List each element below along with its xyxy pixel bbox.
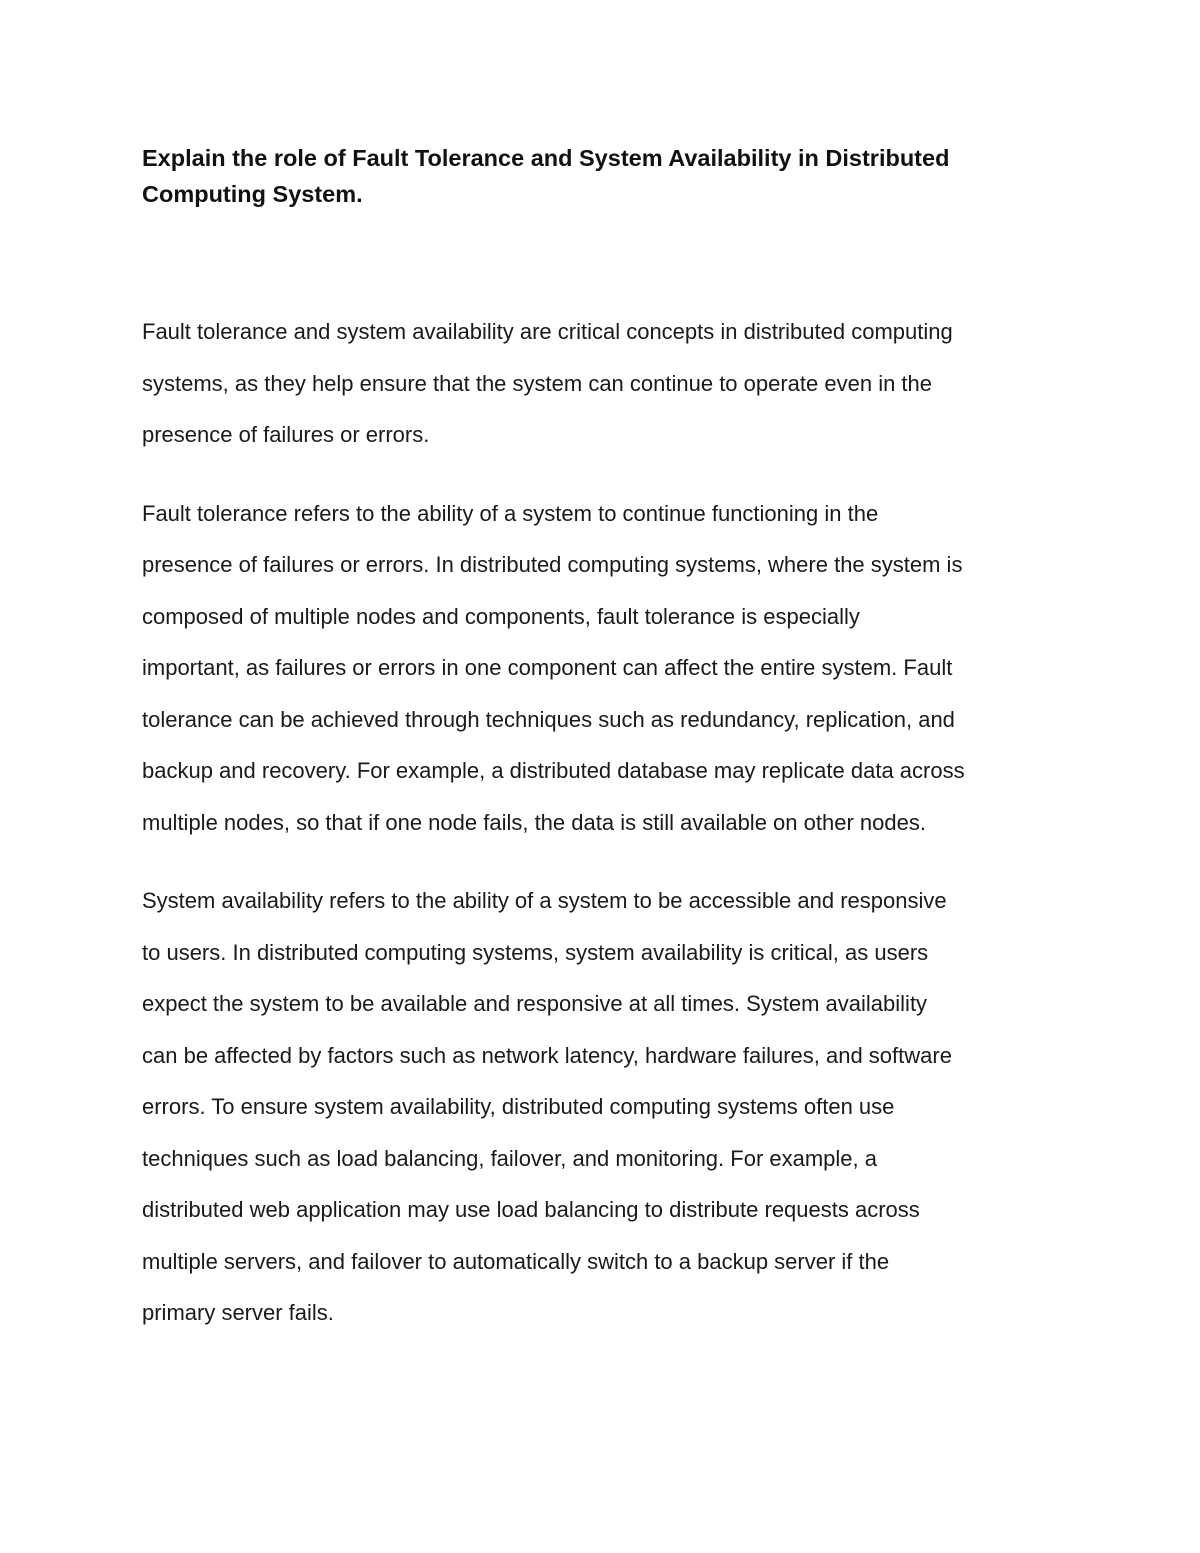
text-line: expect the system to be available and responsive at all times. System availability: [142, 991, 928, 1016]
text-line: presence of failures or errors. In distributed computing systems, where the system is: [142, 552, 963, 577]
text-line: techniques such as load balancing, failover, and monitoring. For example, a: [142, 1145, 877, 1171]
text-line: tolerance can be achieved through techniques such as redundancy, replication, and: [142, 706, 955, 732]
text-line: multiple servers, and failover to automatically switch to a backup server if the: [142, 1248, 890, 1274]
text-line: backup and recovery. For example, a distributed database may replicate data across: [142, 758, 965, 783]
text-line: presence of failures or errors.: [142, 422, 430, 447]
paragraph-fault-tolerance: [142, 488, 1072, 849]
text-line: systems, as they help ensure that the system can continue to operate even in the: [142, 370, 933, 396]
text-line: to users. In distributed computing systems, system availability is critical, as users: [142, 939, 929, 965]
text-line: important, as failures or errors in one component can affect the entire system. Fault: [142, 655, 953, 680]
text-line: distributed web application may use load balancing to distribute requests across: [142, 1197, 920, 1222]
text-line: Fault tolerance refers to the ability of a system to continue functioning in the: [142, 500, 879, 526]
text-line: composed of multiple nodes and components, fault tolerance is especially: [142, 603, 860, 629]
text-line: Fault tolerance and system availability are critical concepts in distributed computing: [142, 319, 953, 344]
title-line: Computing System.: [142, 181, 363, 207]
text-line: errors. To ensure system availability, distributed computing systems often use: [142, 1094, 895, 1119]
paragraph-system-availability: [142, 875, 1072, 1339]
paragraph-intro: [142, 306, 1072, 461]
text-line: primary server fails.: [142, 1300, 334, 1325]
title-line: Explain the role of Fault Tolerance and System Availability in Distributed: [142, 145, 950, 171]
document-body: [142, 140, 1072, 1339]
text-line: System availability refers to the ability of a system to be accessible and responsive: [142, 888, 947, 913]
document-title: [142, 140, 1072, 212]
text-line: can be affected by factors such as network latency, hardware failures, and software: [142, 1042, 952, 1068]
text-line: multiple nodes, so that if one node fails, the data is still available on other nodes.: [142, 809, 926, 835]
